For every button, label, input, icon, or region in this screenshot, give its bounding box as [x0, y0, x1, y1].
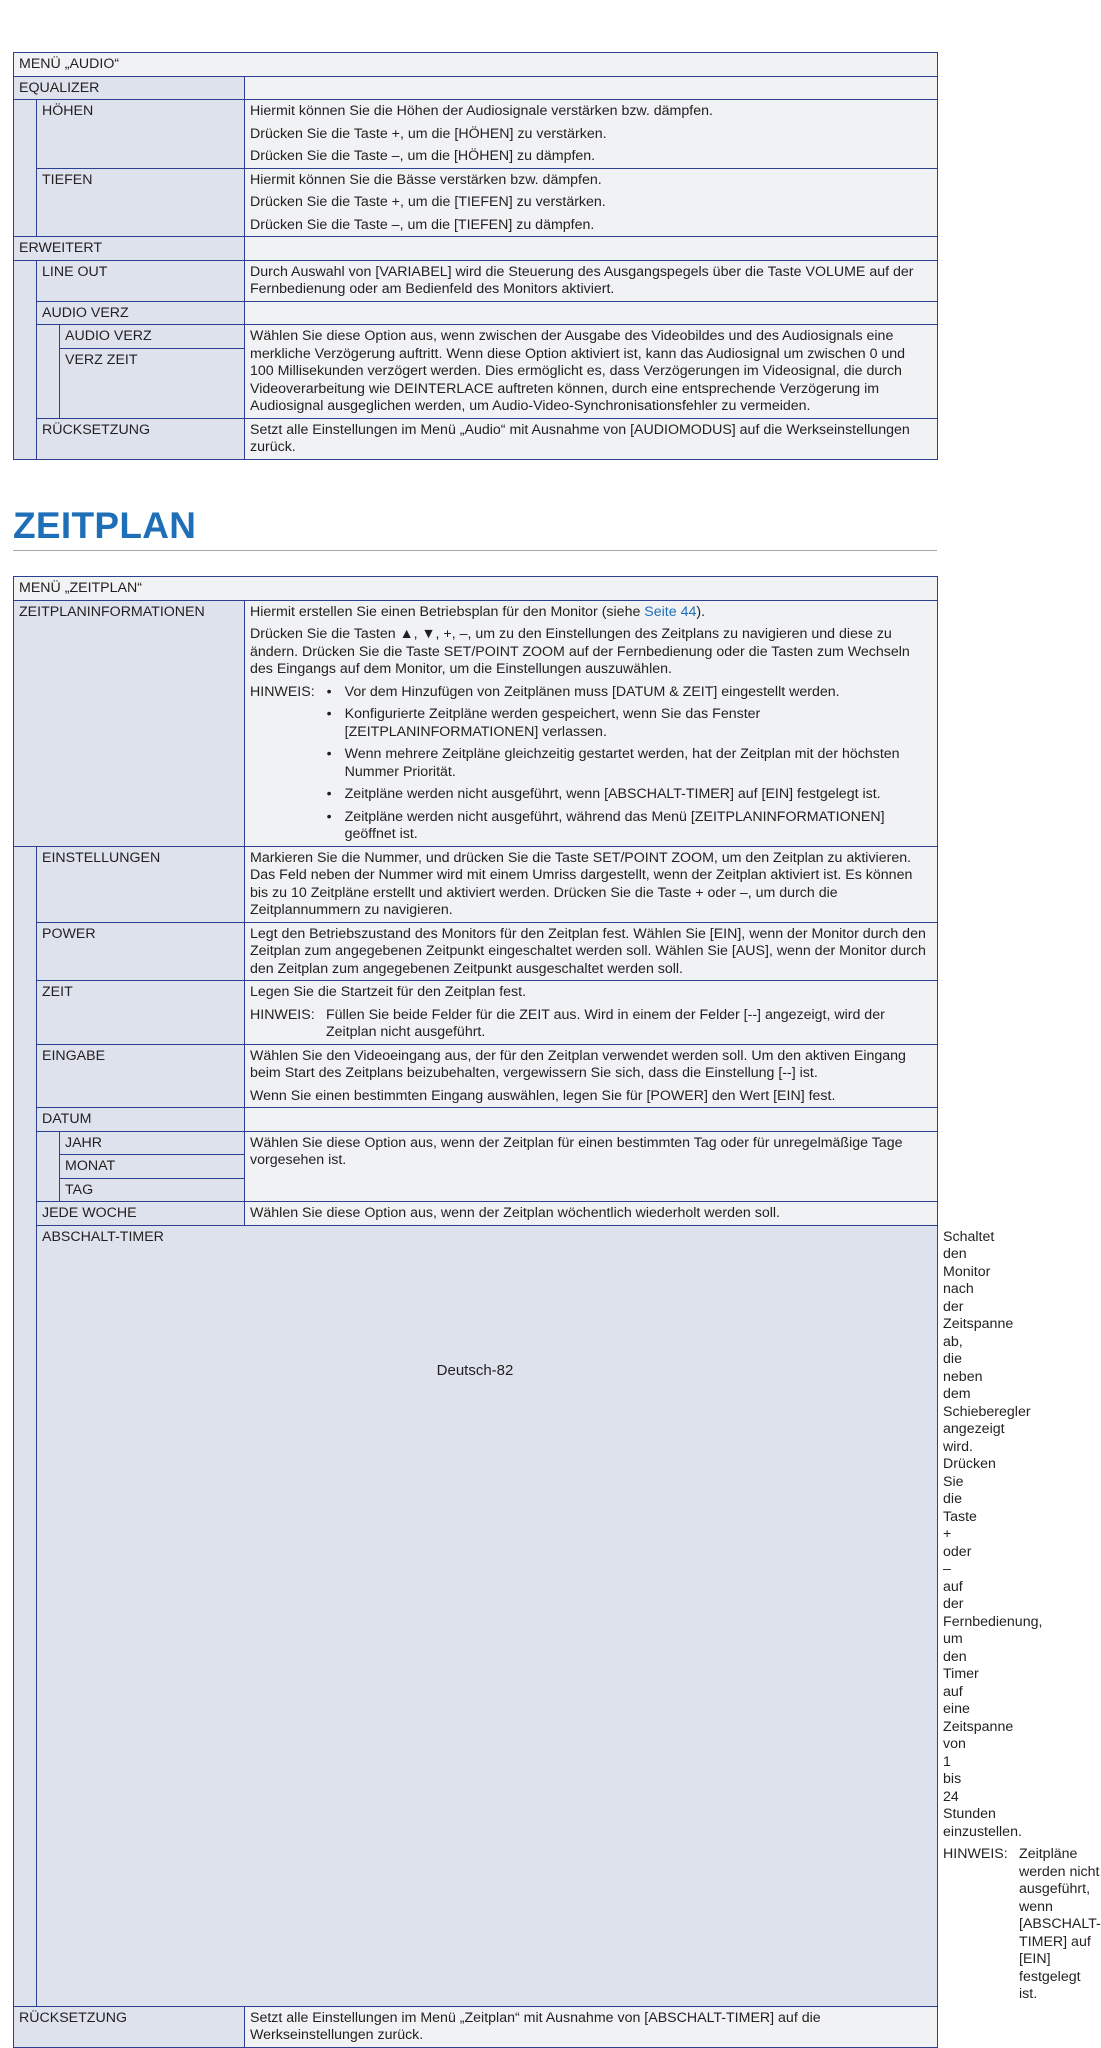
power-row [14, 922, 938, 981]
audioverz-group-label: AUDIO VERZ [37, 301, 245, 325]
jedewoche-description: Wählen Sie diese Option aus, wenn der Zeitplan wöchentlich wiederholt werden soll. [245, 1202, 938, 1226]
eingabe-description: Wählen Sie den Videoeingang aus, der für den Zeitplan verwendet werden soll. Um den aktiven Eingang beim Start des Zeitplans beizubehalten, vergewissern Sie sich, dass die Einstellung [--] ist. Wenn Sie einen bestimmten Eingang auswählen, legen Sie für [POWER] den Wert [EIN] fest. [245, 1044, 938, 1108]
zeit-description: Legen Sie die Startzeit für den Zeitplan fest. HINWEIS: Füllen Sie beide Felder für die ZEIT aus. Wird in einem der Felder [--] angezeigt, wird der Zeitplan nicht ausgeführt. [245, 981, 938, 1045]
eingabe-label: EINGABE [37, 1044, 245, 1108]
einstellungen-label: EINSTELLUNGEN [37, 846, 245, 922]
equalizer-label: EQUALIZER [14, 76, 245, 100]
jedewoche-row [14, 1202, 938, 1226]
verzzeit-label: VERZ ZEIT [60, 348, 245, 418]
audio-reset-label: RÜCKSETZUNG [37, 418, 245, 459]
audio-menu-table [13, 52, 938, 460]
audioverz-label: AUDIO VERZ [60, 325, 245, 349]
page-link[interactable]: Seite 44 [644, 603, 697, 620]
erweitert-label: ERWEITERT [14, 237, 245, 261]
lineout-description: Durch Auswahl von [VARIABEL] wird die Steuerung des Ausgangspegels über die Taste VOLUME auf der Fernbedienung oder am Bedienfeld des Monitors aktiviert. [245, 260, 938, 301]
list-item: • Vor dem Hinzufügen von Zeitplänen muss [DATUM & ZEIT] eingestellt werden. [326, 683, 840, 700]
zeit-label: ZEIT [37, 981, 245, 1045]
hoehen-row [14, 100, 938, 169]
power-description: Legt den Betriebszustand des Monitors für den Zeitplan fest. Wählen Sie [EIN], wenn der Monitor durch den Zeitplan zum angegebenen Zeitpunkt eingeschaltet werden soll. Wählen Sie [AUS], wenn der Monitor durch den Zeitplan zum angegebenen Zeitpunkt ausgeschaltet werden soll. [245, 922, 938, 981]
jedewoche-label: JEDE WOCHE [37, 1202, 245, 1226]
abschalt-label: ABSCHALT-TIMER [37, 1225, 938, 2006]
datum-row [14, 1108, 938, 1132]
zeitplan-reset-label: RÜCKSETZUNG [14, 2006, 245, 2047]
lineout-label: LINE OUT [37, 260, 245, 301]
section-title: ZEITPLAN [13, 505, 197, 546]
list-item: • Wenn mehrere Zeitpläne gleichzeitig gestartet werden, hat der Zeitplan mit der höchsten Nummer Priorität. [326, 746, 900, 780]
zeit-note: HINWEIS: Füllen Sie beide Felder für die ZEIT aus. Wird in einem der Felder [--] angezeigt, wird der Zeitplan nicht ausgeführt. [250, 1006, 885, 1040]
audioverz-description: Wählen Sie diese Option aus, wenn zwischen der Ausgabe des Videobildes und des Audiosignals eine merkliche Verzögerung auftritt. Wenn diese Option aktiviert ist, kann das Audiosignal um zwischen 0 und 100 Millisekunden verzögert werden. Dies ermöglicht es, dass Verzögerungen im Videosignal, die durch Videoverarbeitung wie DEINTERLACE auftreten können, durch eine entsprechende Verzögerung im Audiosignal ausgeglichen werden, um Audio-Video-Synchronisationsfehler zu vermeiden. [245, 325, 938, 419]
page-footer: Deutsch-82 [436, 1362, 514, 1379]
einstellungen-description: Markieren Sie die Nummer, und drücken Sie die Taste SET/POINT ZOOM, um den Zeitplan zu aktivieren. Das Feld neben der Nummer wird mit einem Umriss dargestellt, wenn der Zeitplan aktiviert ist. Es können bis zu 10 Zeitpläne erstellt und aktiviert werden. Drücken Sie die Taste + oder –, um durch die Zeitplannummern zu navigieren. [245, 846, 938, 922]
zeitplan-reset-row [14, 2006, 938, 2047]
audioverz-group-row [14, 301, 938, 325]
jahr-row [14, 1131, 938, 1155]
hoehen-label: HÖHEN [37, 100, 245, 169]
erweitert-row [14, 237, 938, 261]
list-item: • Zeitpläne werden nicht ausgeführt, während das Menü [ZEITPLANINFORMATIONEN] geöffnet ist. [326, 808, 885, 842]
zeitplan-header-row [14, 577, 938, 601]
lineout-row [14, 260, 938, 301]
power-label: POWER [37, 922, 245, 981]
tiefen-description: Hiermit können Sie die Bässe verstärken bzw. dämpfen. Drücken Sie die Taste +, um die [TIEFEN] zu verstärken. Drücken Sie die Taste –, um die [TIEFEN] zu dämpfen. [245, 168, 938, 237]
datum-description: Wählen Sie diese Option aus, wenn der Zeitplan für einen bestimmten Tag oder für unregelmäßige Tage vorgesehen ist. [245, 1131, 938, 1202]
equalizer-row [14, 76, 938, 100]
note-list [323, 684, 932, 844]
abschalt-row: ABSCHALT-TIMER Schaltet den Monitor nach der Zeitspanne ab, die neben dem Schieberegler angezeigt wird. Drücken Sie die Taste + oder – auf der Fernbedienung, um den Timer auf eine Zeitspanne von 1 bis 24 Stunden einzustellen. HINWEIS: Zeitpläne werden nicht ausgeführt, wenn [ABSCHALT-TIMER] auf [EIN] festgelegt ist. [14, 1225, 938, 2006]
zeitplan-reset-description: Setzt alle Einstellungen im Menü „Zeitplan“ mit Ausnahme von [ABSCHALT-TIMER] auf die Werkseinstellungen zurück. [245, 2006, 938, 2047]
jahr-label: JAHR [60, 1131, 245, 1155]
datum-label: DATUM [37, 1108, 245, 1132]
einstellungen-row [14, 846, 938, 922]
audio-reset-description: Setzt alle Einstellungen im Menü „Audio“ mit Ausnahme von [AUDIOMODUS] auf die Werkseinstellungen zurück. [245, 418, 938, 459]
audio-menu-header: MENÜ „AUDIO“ [14, 53, 938, 77]
zeitplan-menu-header: MENÜ „ZEITPLAN“ [14, 577, 938, 601]
list-item: • Konfigurierte Zeitpläne werden gespeichert, wenn Sie das Fenster [ZEITPLANINFORMATIONEN] verlassen. [326, 706, 761, 740]
audioverz-row [14, 325, 938, 349]
audio-reset-row [14, 418, 938, 459]
title-divider [13, 550, 937, 551]
hoehen-description: Hiermit können Sie die Höhen der Audiosignale verstärken bzw. dämpfen. Drücken Sie die Taste +, um die [HÖHEN] zu verstärken. Drücken Sie die Taste –, um die [HÖHEN] zu dämpfen. [245, 100, 938, 169]
zeit-row [14, 981, 938, 1045]
tiefen-row [14, 168, 938, 237]
tiefen-label: TIEFEN [37, 168, 245, 237]
audio-header-row [14, 53, 938, 77]
zeitplaninfo-label: ZEITPLANINFORMATIONEN [14, 600, 245, 846]
zeitplaninfo-row [14, 600, 938, 846]
monat-label: MONAT [60, 1155, 245, 1179]
list-item: • Zeitpläne werden nicht ausgeführt, wenn [ABSCHALT-TIMER] auf [EIN] festgelegt ist. [326, 786, 881, 802]
eingabe-row [14, 1044, 938, 1108]
zeitplaninfo-description: Hiermit erstellen Sie einen Betriebsplan für den Monitor (siehe Seite 44). Drücken Sie die Tasten ▲, ▼, +, –, um zu den Einstellungen des Zeitplans zu navigieren und diese zu ändern. Drücken Sie die Taste SET/POINT ZOOM auf der Fernbedienung oder die Tasten zum Wechseln des Eingangs auf dem Monitor, um die Einstellungen auszuwählen. HINWEIS: • Vor dem Hinzufügen von Zeitplänen muss [DATUM & ZEIT] eingestellt werden. • Konfigurierte Zeitpläne werden gespeichert, wenn Sie das Fenster [ZEITPLANINFORMATIONEN] verlassen. • Wenn mehrere Zeitpläne gleichzeitig gestartet werden, hat der Zeitplan mit der höchsten Nummer Priorität. • Zeitpläne werden nicht ausgeführt, wenn [ABSCHALT-TIMER] auf [EIN] festgelegt ist. • Zeitpläne werden nicht ausgeführt, während das Menü [ZEITPLANINFORMATIONEN] geöffnet ist. [245, 600, 938, 846]
tag-label: TAG [60, 1178, 245, 1202]
zeitplaninfo-note: HINWEIS: • Vor dem Hinzufügen von Zeitplänen muss [DATUM & ZEIT] eingestellt werden. • Konfigurierte Zeitpläne werden gespeichert, wenn Sie das Fenster [ZEITPLANINFORMATIONEN] verlassen. • Wenn mehrere Zeitpläne gleichzeitig gestartet werden, hat der Zeitplan mit der höchsten Nummer Priorität. • Zeitpläne werden nicht ausgeführt, wenn [ABSCHALT-TIMER] auf [EIN] festgelegt ist. • Zeitpläne werden nicht ausgeführt, während das Menü [ZEITPLANINFORMATIONEN] geöffnet ist. [250, 684, 932, 844]
zeitplan-menu-table [13, 576, 1101, 2048]
